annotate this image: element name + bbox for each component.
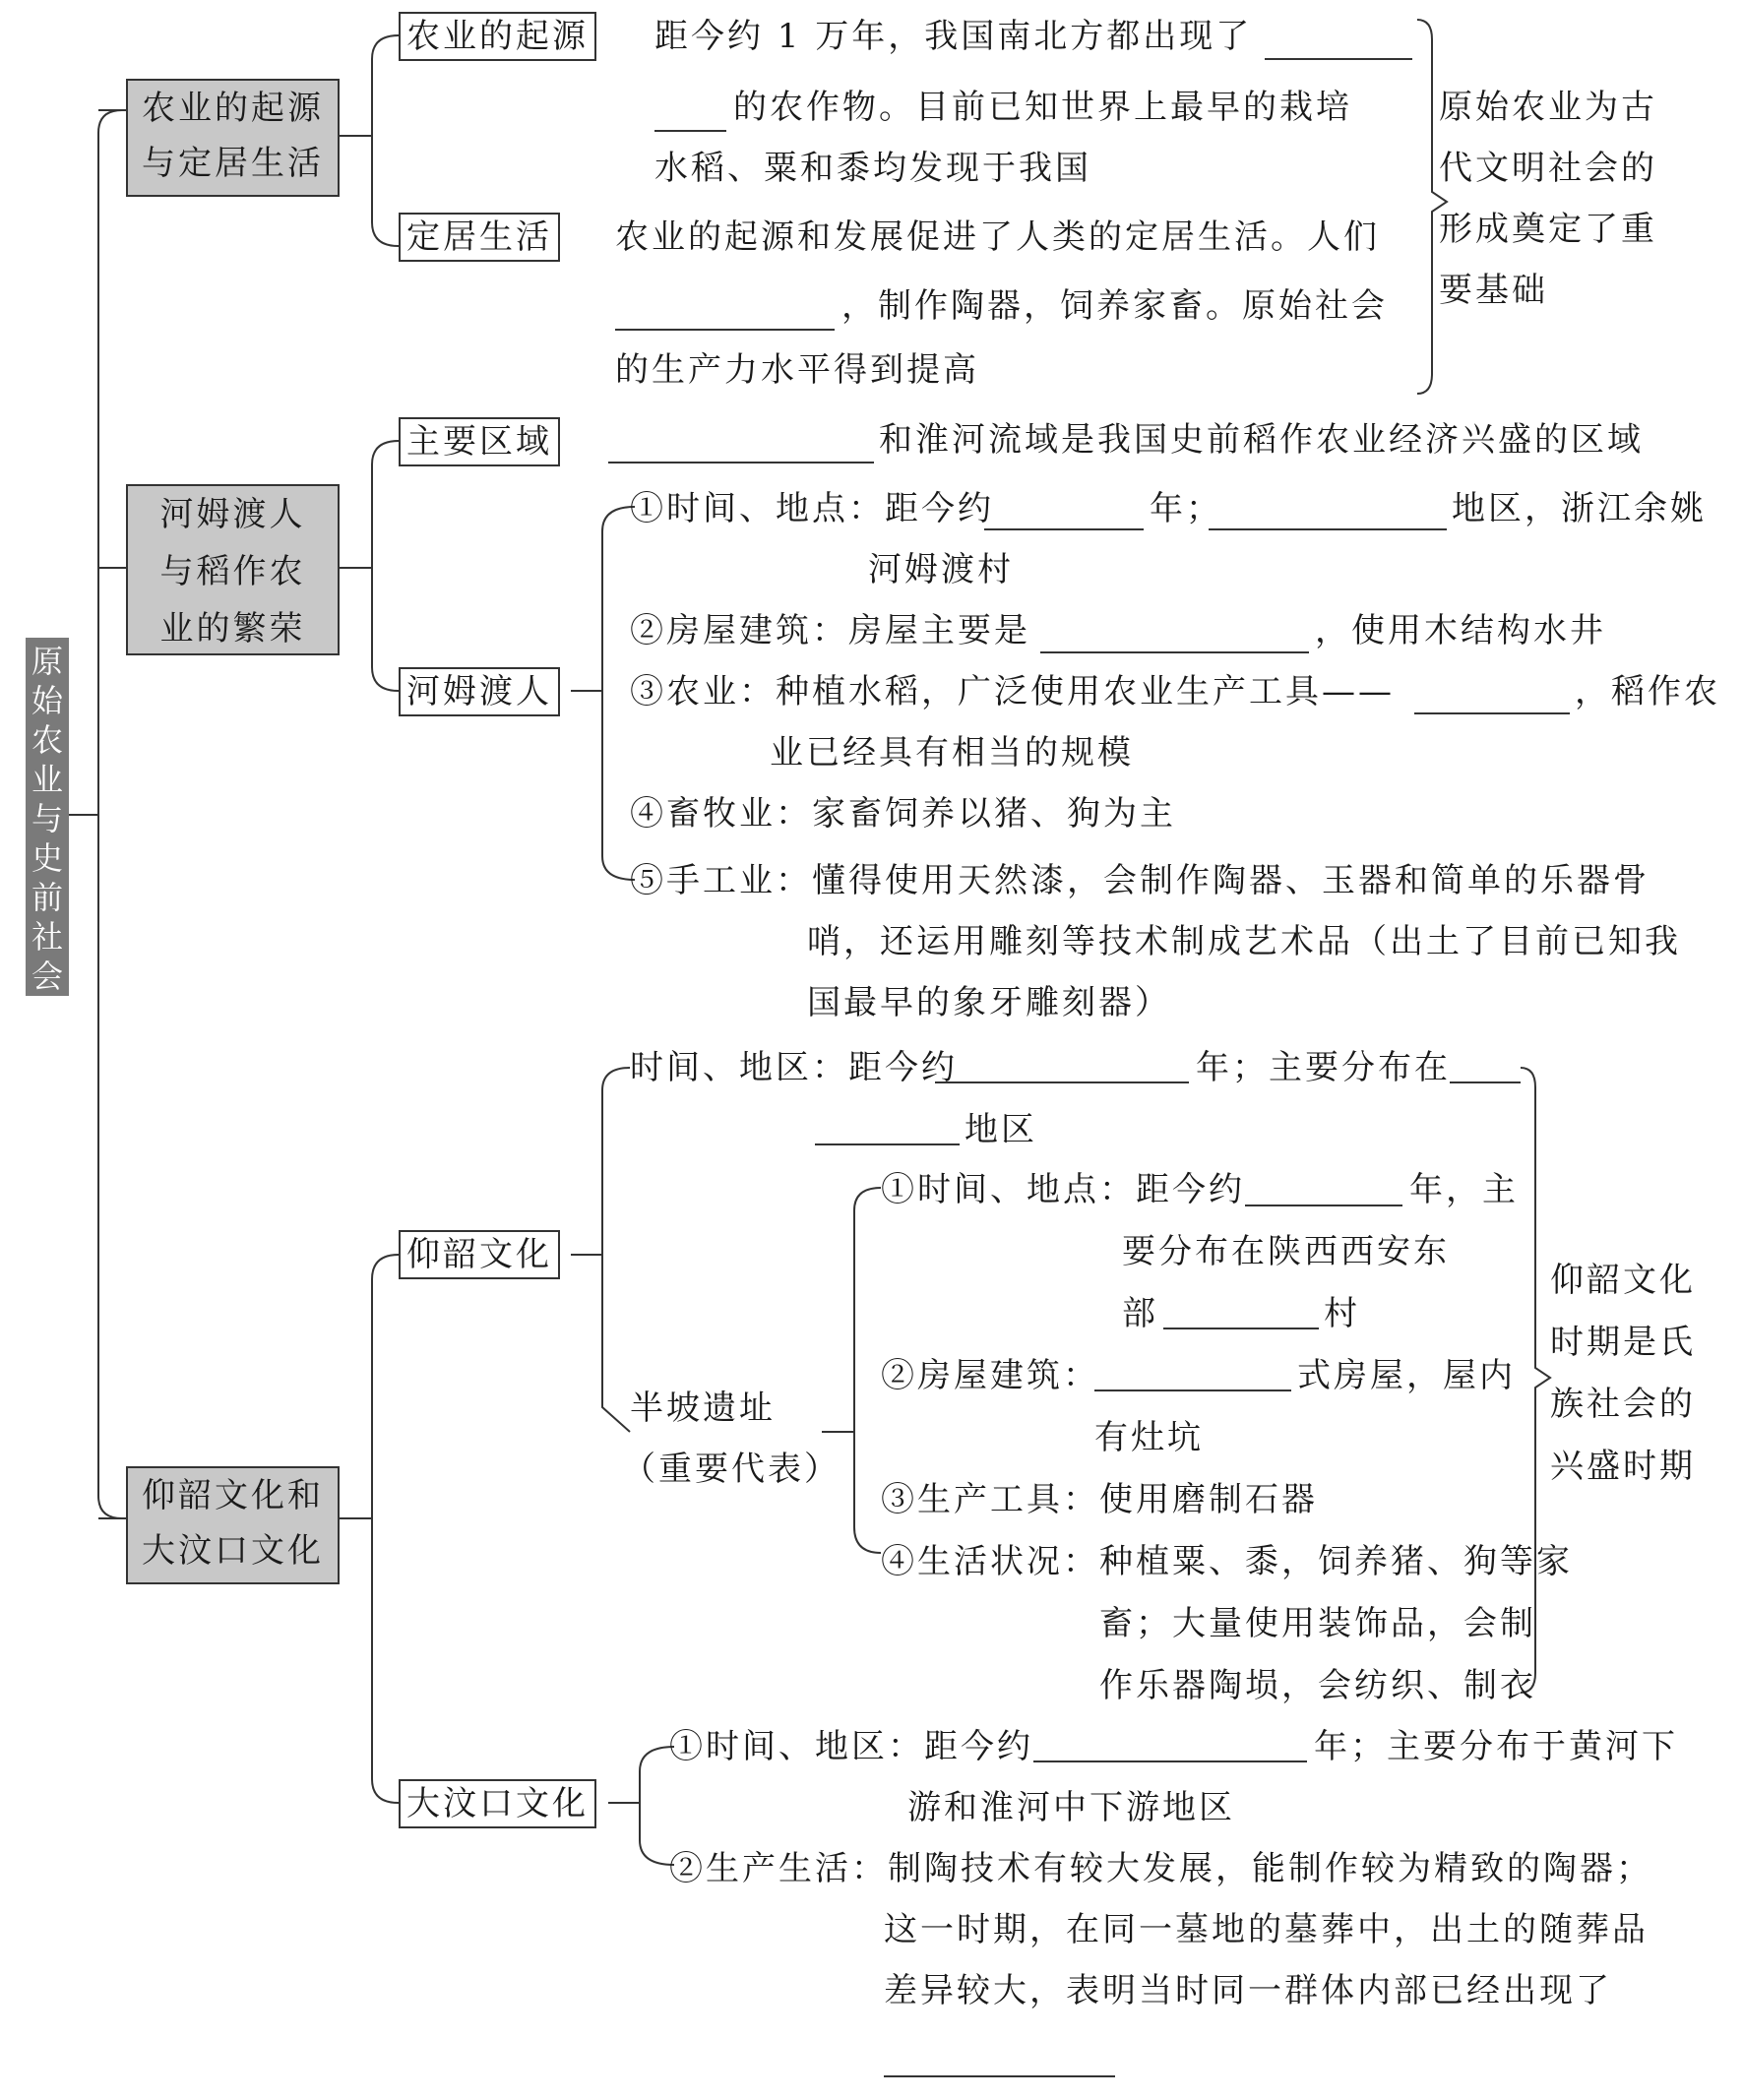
hemudu-item3c: 业已经具有相当的规模 xyxy=(770,733,1134,772)
text-main-region: 和淮河流域是我国史前稻作农业经济兴盛的区域 xyxy=(879,420,1644,460)
summary-yangshao-2: 时期是氏 xyxy=(1550,1323,1696,1362)
hemudu-item3b: ，稻作农 xyxy=(1575,672,1720,711)
banpo-label-1: 半坡遗址 xyxy=(630,1389,776,1428)
node-dawenkou: 大汶口文化 xyxy=(399,1779,596,1828)
branch-hemudu: 河姆渡人 与稻作农 业的繁荣 xyxy=(126,484,340,655)
banpo-item2a: ②房屋建筑： xyxy=(881,1356,1099,1395)
summary-yangshao-1: 仰韶文化 xyxy=(1550,1261,1696,1300)
hemudu-item4: ④畜牧业：家畜饲养以猪、狗为主 xyxy=(630,794,1176,834)
banpo-item2c: 有灶坑 xyxy=(1094,1418,1204,1457)
dawenkou-item2c: 差异较大，表明当时同一群体内部已经出现了 xyxy=(884,1971,1612,2010)
node-main-region: 主要区域 xyxy=(399,417,560,466)
banpo-item1b: 年，主 xyxy=(1409,1170,1519,1209)
banpo-item2b: 式房屋，屋内 xyxy=(1297,1356,1516,1395)
branch-agriculture-origin: 农业的起源 与定居生活 xyxy=(126,79,340,197)
hemudu-item5a: ⑤手工业：懂得使用天然漆，会制作陶器、玉器和简单的乐器骨 xyxy=(630,861,1650,900)
hemudu-item1b: 年； xyxy=(1150,489,1222,528)
summary-yangshao-4: 兴盛时期 xyxy=(1550,1447,1696,1486)
node-yangshao: 仰韶文化 xyxy=(399,1230,560,1279)
yangshao-time-c: 地区 xyxy=(965,1110,1037,1149)
hemudu-item2b: ，使用木结构水井 xyxy=(1315,611,1606,650)
hemudu-item1d: 河姆渡村 xyxy=(868,550,1014,589)
summary-1-line1: 原始农业为古 xyxy=(1439,88,1657,127)
text-origin-line3: 水稻、粟和黍均发现于我国 xyxy=(654,149,1091,188)
hemudu-item5b: 哨，还运用雕刻等技术制成艺术品（出土了目前已知我 xyxy=(807,922,1681,961)
dawenkou-item1b: 年；主要分布于黄河下 xyxy=(1314,1727,1678,1766)
summary-yangshao-3: 族社会的 xyxy=(1550,1385,1696,1424)
banpo-label-2: （重要代表） xyxy=(622,1450,840,1489)
dawenkou-item1a: ①时间、地区：距今约 xyxy=(669,1727,1033,1766)
banpo-item1a: ①时间、地点：距今约 xyxy=(881,1170,1245,1209)
hemudu-item1c: 地区，浙江余姚 xyxy=(1452,489,1707,528)
dawenkou-item2b: 这一时期，在同一墓地的墓葬中，出土的随葬品 xyxy=(884,1910,1649,1949)
dawenkou-item2a: ②生产生活：制陶技术有较大发展，能制作较为精致的陶器； xyxy=(669,1849,1652,1888)
root-node: 原 始 农 业 与 史 前 社 会 xyxy=(26,638,69,996)
banpo-item3: ③生产工具：使用磨制石器 xyxy=(881,1480,1318,1519)
hemudu-item3a: ③农业：种植水稻，广泛使用农业生产工具—— xyxy=(630,672,1395,711)
hemudu-item5c: 国最早的象牙雕刻器） xyxy=(807,983,1171,1022)
branch-yangshao-dawenkou: 仰韶文化和 大汶口文化 xyxy=(126,1466,340,1584)
hemudu-item2a: ②房屋建筑：房屋主要是 xyxy=(630,611,1030,650)
node-agriculture-origin: 农业的起源 xyxy=(399,12,596,61)
text-settled-line3: 的生产力水平得到提高 xyxy=(615,350,979,390)
banpo-item1e: 村 xyxy=(1324,1294,1360,1333)
banpo-item1c: 要分布在陕西西安东 xyxy=(1122,1232,1450,1271)
text-origin-line1: 距今约 1 万年，我国南北方都出现了 xyxy=(654,17,1253,56)
yangshao-time-a: 时间、地区：距今约 xyxy=(630,1048,958,1087)
banpo-item1d: 部 xyxy=(1122,1294,1158,1333)
yangshao-time-b: 年；主要分布在 xyxy=(1196,1048,1451,1087)
banpo-item4c: 作乐器陶埙，会纺织、制衣 xyxy=(1099,1666,1536,1705)
hemudu-item1a: ①时间、地点：距今约 xyxy=(630,489,994,528)
summary-1-line3: 形成奠定了重 xyxy=(1439,210,1657,249)
banpo-item4b: 畜；大量使用装饰品，会制 xyxy=(1099,1604,1536,1643)
summary-1-line4: 要基础 xyxy=(1439,271,1548,310)
text-origin-line2: 的农作物。目前已知世界上最早的栽培 xyxy=(733,88,1352,127)
banpo-item4a: ④生活状况：种植粟、黍，饲养猪、狗等家 xyxy=(881,1542,1573,1581)
text-settled-line2: ，制作陶器，饲养家畜。原始社会 xyxy=(841,286,1388,326)
summary-1-line2: 代文明社会的 xyxy=(1439,149,1657,188)
node-hemudu-people: 河姆渡人 xyxy=(399,667,560,716)
text-settled-line1: 农业的起源和发展促进了人类的定居生活。人们 xyxy=(615,217,1380,257)
node-settled-life: 定居生活 xyxy=(399,213,560,262)
dawenkou-item1c: 游和淮河中下游地区 xyxy=(907,1788,1235,1827)
